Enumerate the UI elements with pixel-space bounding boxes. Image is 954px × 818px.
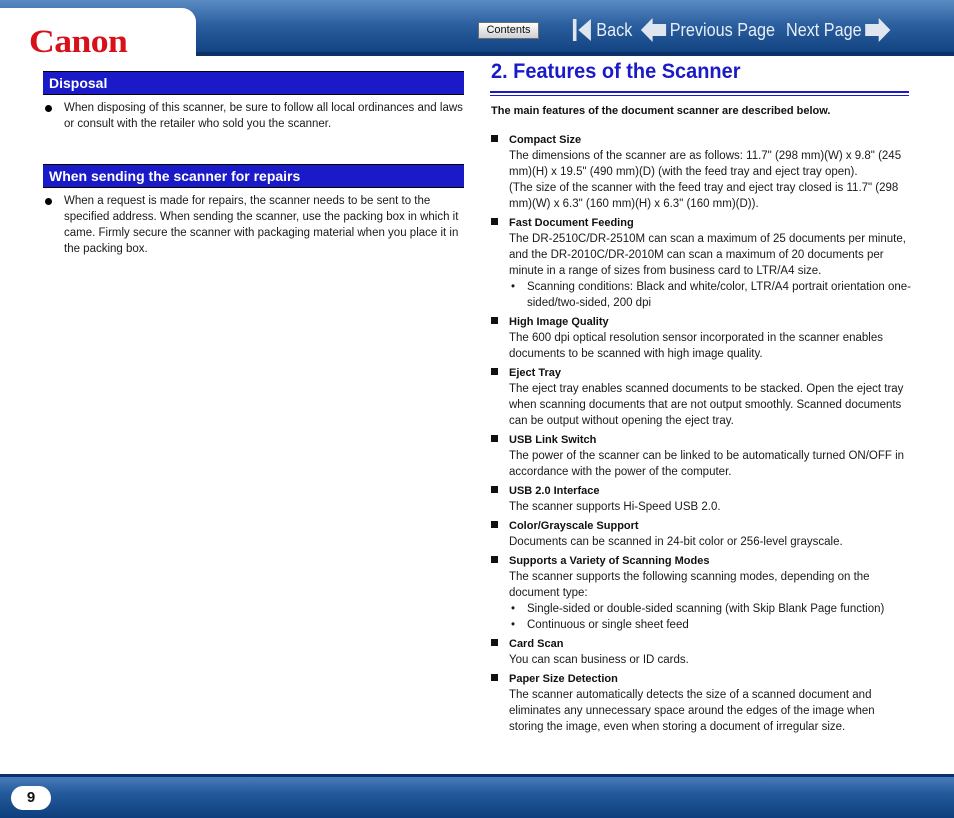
feature-item: [491, 314, 911, 362]
feature-description: The power of the scanner can be linked to be automatically turned ON/OFF in accordance with the power of the computer.: [509, 450, 905, 478]
feature-item: [491, 132, 911, 212]
feature-sub-text: Scanning conditions: Black and white/color, LTR/A4 portrait orientation one-sided/two-sided, 200 dpi: [527, 281, 911, 309]
feature-description: The 600 dpi optical resolution sensor incorporated in the scanner enables documents to be scanned with high image quality.: [509, 332, 883, 360]
feature-description: The scanner supports Hi-Speed USB 2.0.: [509, 501, 721, 513]
feature-title: Card Scan: [509, 638, 564, 650]
feature-item: [491, 636, 911, 668]
feature-description: You can scan business or ID cards.: [509, 654, 689, 666]
feature-item: [491, 671, 911, 735]
feature-title: Compact Size: [509, 134, 582, 146]
bullet-icon: •: [511, 603, 516, 615]
feature-item: [491, 483, 911, 515]
next-page-button[interactable]: [786, 16, 891, 44]
canon-logo: Canon: [29, 24, 128, 60]
repairs-heading: When sending the scanner for repairs: [43, 164, 464, 188]
repairs-item: [45, 193, 465, 257]
feature-item: [491, 518, 911, 550]
header-bar: [0, 0, 954, 58]
footer-stripe: [0, 774, 954, 777]
feature-title: USB Link Switch: [509, 434, 597, 446]
square-bullet-icon: [491, 218, 498, 225]
square-bullet-icon: [491, 135, 498, 142]
feature-description: Documents can be scanned in 24-bit color or 256-level grayscale.: [509, 536, 843, 548]
feature-item: [491, 215, 911, 311]
square-bullet-icon: [491, 486, 498, 493]
feature-title: Supports a Variety of Scanning Modes: [509, 555, 710, 567]
feature-description: The dimensions of the scanner are as follows: 11.7" (298 mm)(W) x 9.8" (245 mm)(H) x 19.5" (490 mm)(D) (with the feed tray and eject tray open).: [509, 150, 902, 178]
bullet-icon: [45, 198, 52, 205]
square-bullet-icon: [491, 674, 498, 681]
logo-tab: [0, 8, 196, 58]
feature-item: [491, 365, 911, 429]
feature-sub-item: [509, 617, 911, 633]
previous-page-button[interactable]: [640, 16, 775, 44]
title-rule: [490, 95, 909, 96]
feature-title: Paper Size Detection: [509, 673, 618, 685]
back-button[interactable]: [572, 16, 632, 44]
disposal-text: When disposing of this scanner, be sure to follow all local ordinances and laws or consult with the retailer who sold you the scanner.: [64, 102, 463, 130]
feature-description: The DR-2510C/DR-2510M can scan a maximum of 25 documents per minute, and the DR-2010C/DR-2010M can scan a maximum of 20 documents per minute in a range of sizes from business card to LTR/A4 size.: [509, 233, 906, 277]
square-bullet-icon: [491, 368, 498, 375]
previous-page-label: Previous Page: [669, 19, 776, 40]
feature-sub-text: Continuous or single sheet feed: [527, 619, 689, 631]
arrow-right-icon: [864, 16, 891, 44]
feature-description: The scanner supports the following scanning modes, depending on the document type:: [509, 571, 870, 599]
back-label: Back: [596, 19, 633, 40]
intro-text: The main features of the document scanner are described below.: [491, 105, 831, 117]
feature-title: Color/Grayscale Support: [509, 520, 639, 532]
feature-sub-item: [509, 601, 911, 617]
square-bullet-icon: [491, 317, 498, 324]
title-rule: [490, 91, 909, 93]
feature-item: [491, 432, 911, 480]
arrow-left-icon: [640, 16, 667, 44]
disposal-heading: Disposal: [43, 71, 464, 95]
bullet-icon: •: [511, 619, 516, 631]
back-icon: [572, 16, 594, 44]
feature-title: Eject Tray: [509, 367, 561, 379]
feature-title: High Image Quality: [509, 316, 609, 328]
footer-bar: [0, 774, 954, 818]
page-title: 2. Features of the Scanner: [491, 60, 741, 83]
bullet-icon: •: [511, 281, 516, 293]
feature-description: The scanner automatically detects the size of a scanned document and eliminates any unnecessary space around the edges of the image when storing the image, even when storing a document of irregular size.: [509, 689, 875, 733]
feature-description: The eject tray enables scanned documents to be stacked. Open the eject tray when scanning documents that are not output smoothly. Scanned documents can be output without opening the eject tray.: [509, 383, 904, 427]
repairs-text: When a request is made for repairs, the scanner needs to be sent to the specified address. When sending the scanner, use the packing box in which it came. Firmly secure the scanner with packaging material when you place it in the packing box.: [64, 195, 459, 255]
next-page-label: Next Page: [786, 19, 862, 40]
feature-sub-text: Single-sided or double-sided scanning (with Skip Blank Page function): [527, 603, 885, 615]
square-bullet-icon: [491, 556, 498, 563]
feature-title: Fast Document Feeding: [509, 217, 634, 229]
feature-title: USB 2.0 Interface: [509, 485, 600, 497]
square-bullet-icon: [491, 639, 498, 646]
bullet-icon: [45, 105, 52, 112]
disposal-item: [45, 100, 465, 132]
feature-item: [491, 553, 911, 633]
contents-button[interactable]: Contents: [478, 22, 539, 39]
feature-description: (The size of the scanner with the feed tray and eject tray closed is 11.7" (298 mm)(W) x 6.3" (160 mm)(H) x 6.3" (160 mm)(D)).: [509, 182, 899, 210]
square-bullet-icon: [491, 435, 498, 442]
features-list: [491, 132, 911, 738]
square-bullet-icon: [491, 521, 498, 528]
page-number: 9: [11, 786, 51, 810]
feature-sub-item: [509, 279, 911, 311]
